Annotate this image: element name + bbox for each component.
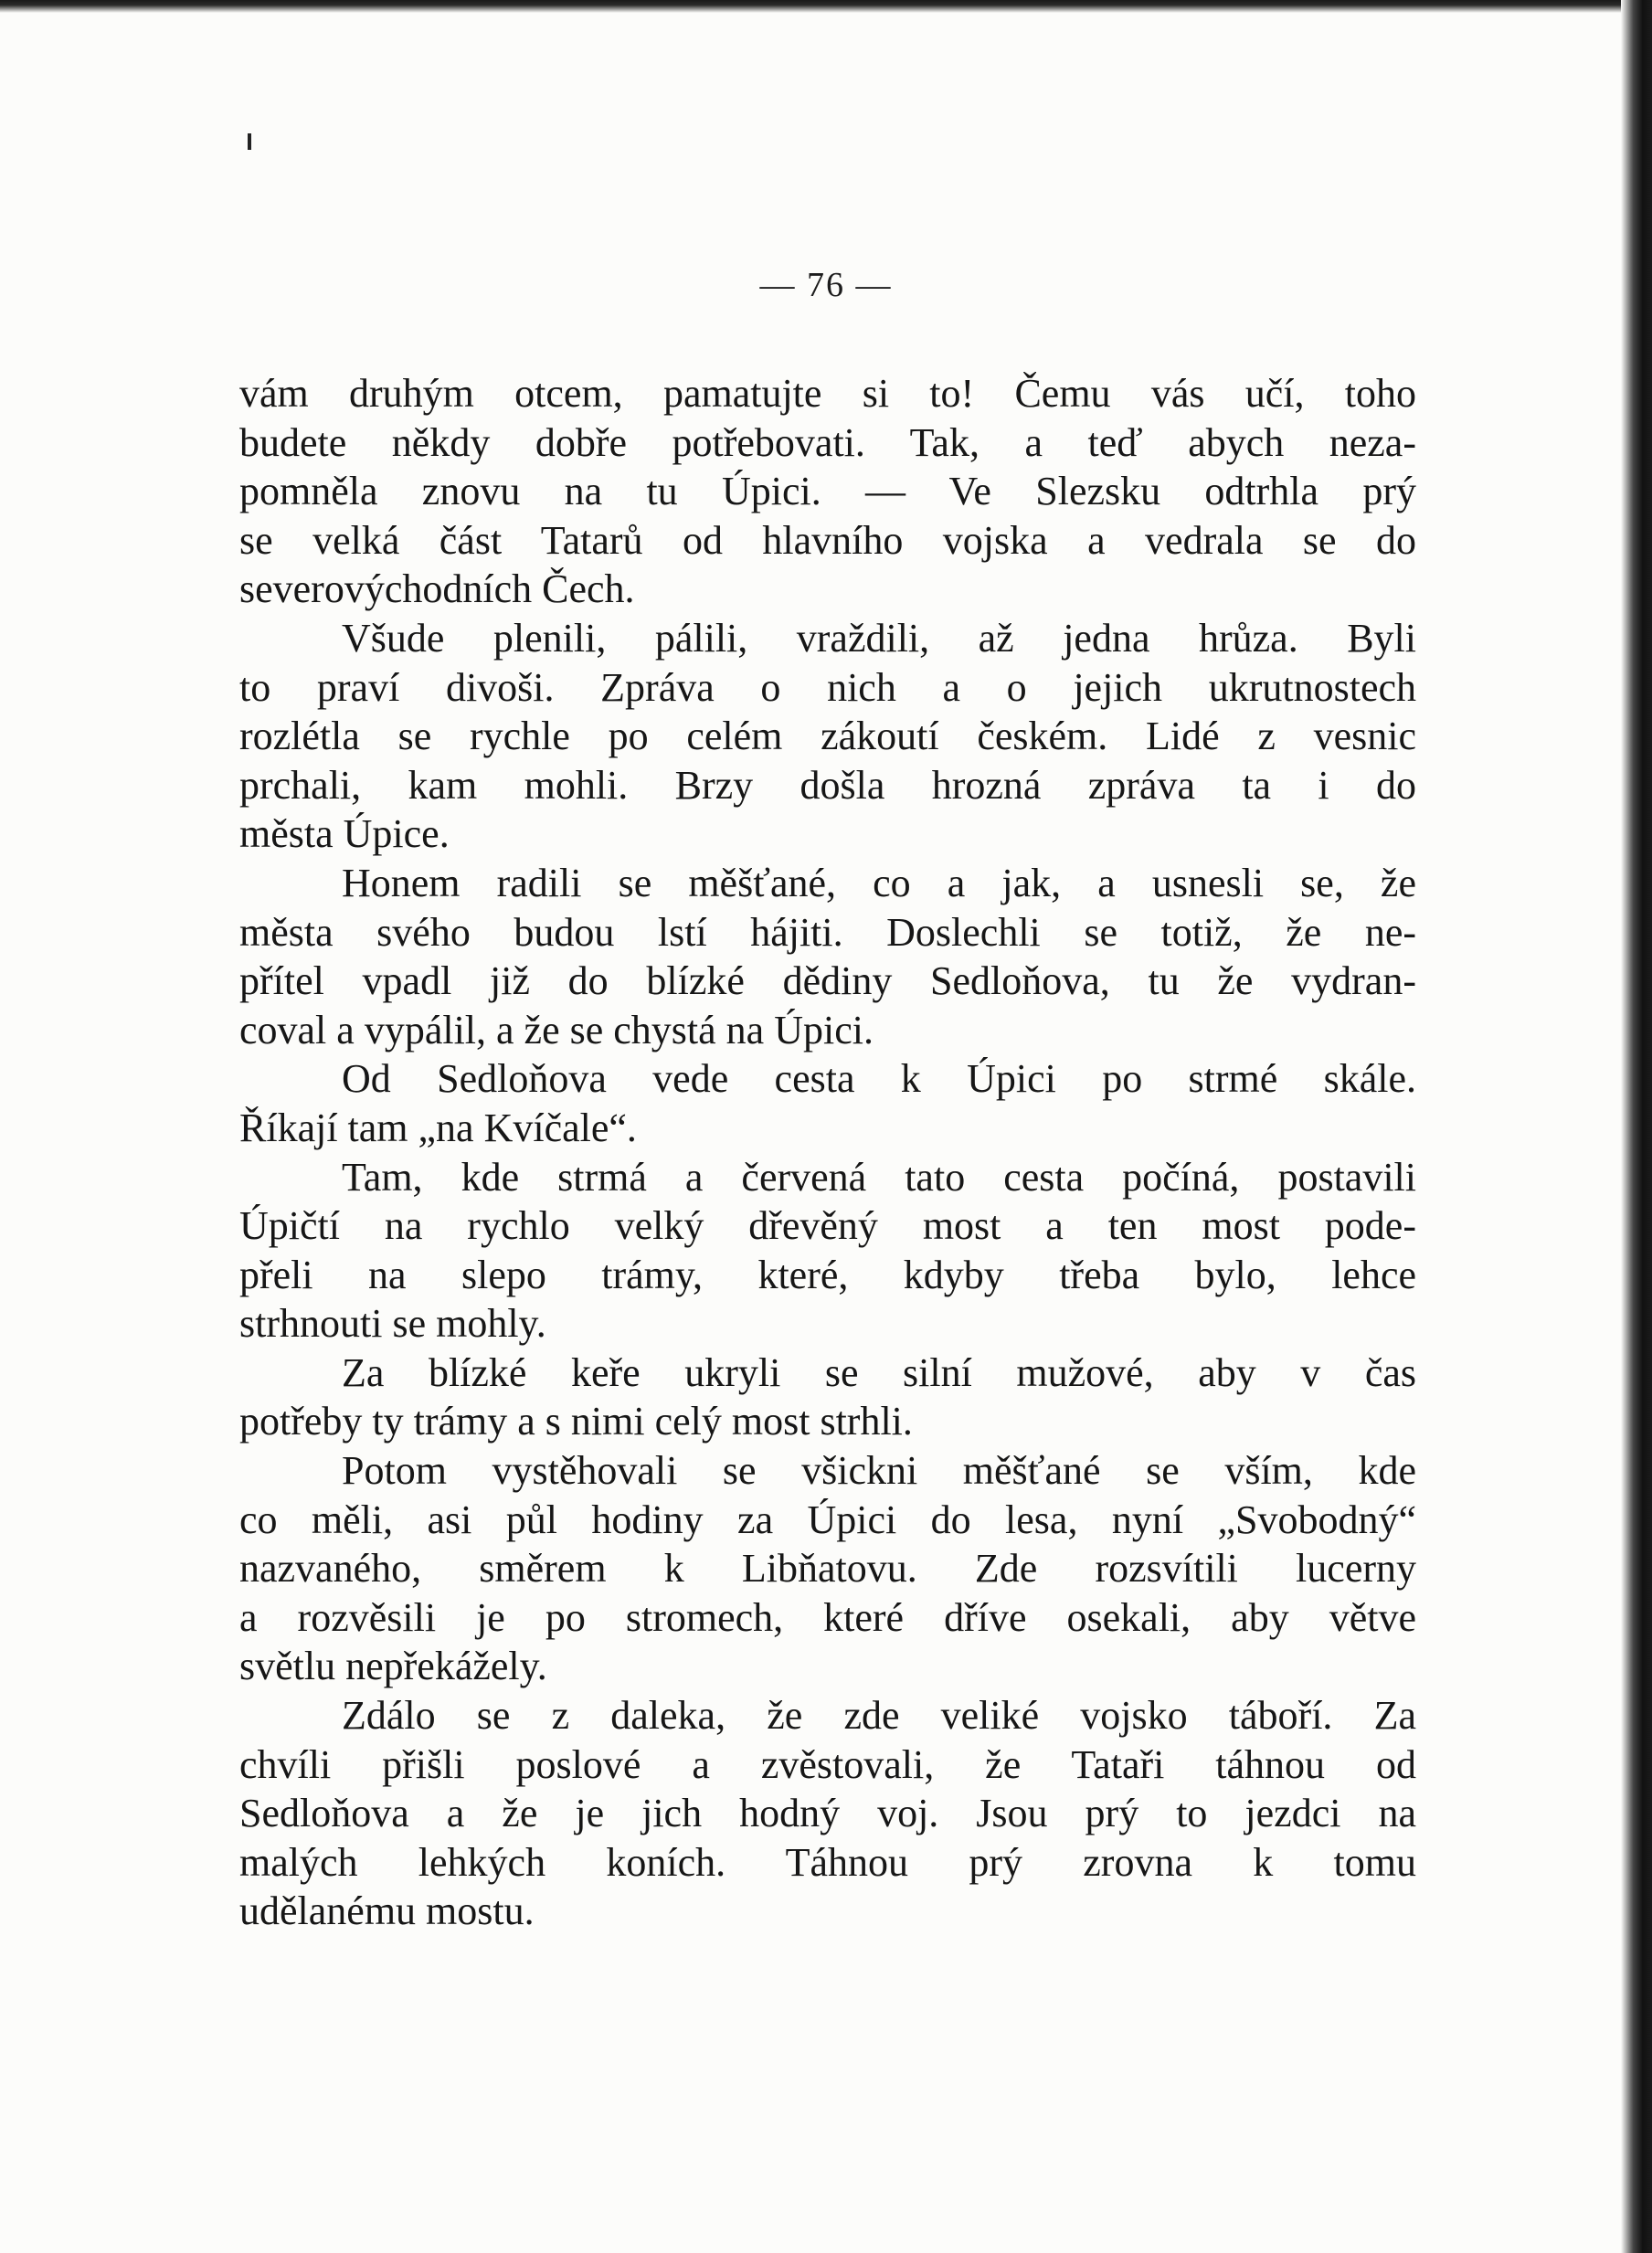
- text-line: severovýchodních Čech.: [239, 566, 635, 612]
- body-text: [239, 369, 1416, 1936]
- text-line: přeli na slepo trámy, které, kdyby třeba bylo, lehce: [239, 1252, 1416, 1297]
- text-line: světlu nepřekážely.: [239, 1644, 547, 1689]
- text-line: coval a vypálil, a že se chystá na Úpici.: [239, 1007, 874, 1052]
- text-line: rozlétla se rychle po celém zákoutí českém. Lidé z vesnic: [239, 714, 1416, 759]
- text-line: to praví divoši. Zpráva o nich a o jejich ukrutnostech: [239, 664, 1416, 710]
- scan-edge-top: [0, 0, 1652, 13]
- text-line: Od Sedloňova vede cesta k Úpici po strmé skále.: [342, 1056, 1416, 1102]
- text-line: Říkají tam „na Kvíčale“.: [239, 1105, 637, 1150]
- text-line: pomněla znovu na tu Úpici. — Ve Slezsku odtrhla prý: [239, 469, 1416, 514]
- text-line: budete někdy dobře potřebovati. Tak, a teď abych neza-: [239, 419, 1416, 465]
- text-line: chvíli přišli poslové a zvěstovali, že Tataři táhnou od: [239, 1741, 1416, 1787]
- scan-edge-right: [1621, 0, 1652, 2253]
- text-line: vám druhým otcem, pamatujte si to! Čemu vás učí, toho: [239, 371, 1416, 416]
- text-line: Za blízké keře ukryli se silní mužové, aby v čas: [342, 1349, 1416, 1395]
- text-line: města svého budou lstí hájiti. Doslechli se totiž, že ne-: [239, 909, 1416, 955]
- text-line: města Úpice.: [239, 811, 450, 857]
- text-line: udělanému mostu.: [239, 1888, 535, 1934]
- text-line: co měli, asi půl hodiny za Úpici do lesa, nyní „Svobodný“: [239, 1497, 1416, 1542]
- text-line: Tam, kde strmá a červená tato cesta počíná, postavili: [342, 1154, 1416, 1200]
- text-line: potřeby ty trámy a s nimi celý most strhli.: [239, 1399, 913, 1444]
- text-line: strhnouti se mohly.: [239, 1301, 546, 1347]
- text-line: a rozvěsili je po stromech, které dříve osekali, aby větve: [239, 1594, 1416, 1640]
- text-line: prchali, kam mohli. Brzy došla hrozná zpráva ta i do: [239, 762, 1416, 808]
- text-line: Honem radili se měšťané, co a jak, a usnesli se, že: [342, 860, 1416, 905]
- page-number: — 76 —: [759, 266, 893, 304]
- text-line: Všude plenili, pálili, vraždili, až jedna hrůza. Byli: [342, 615, 1416, 661]
- text-line: přítel vpadl již do blízké dědiny Sedloňova, tu že vydran-: [239, 958, 1416, 1004]
- text-line: nazvaného, směrem k Libňatovu. Zde rozsvítili lucerny: [239, 1546, 1416, 1592]
- text-line: Potom vystěhovali se všickni měšťané se vším, kde: [342, 1448, 1416, 1494]
- text-line: Zdálo se z daleka, že zde veliké vojsko táboří. Za: [342, 1693, 1416, 1739]
- text-line: Úpičtí na rychlo velký dřevěný most a ten most pode-: [239, 1203, 1416, 1249]
- text-line: malých lehkých koních. Táhnou prý zrovna k tomu: [239, 1839, 1416, 1885]
- text-line: Sedloňova a že je jich hodný voj. Jsou prý to jezdci na: [239, 1791, 1416, 1836]
- text-line: se velká část Tatarů od hlavního vojska a vedrala se do: [239, 517, 1416, 563]
- margin-mark: [248, 133, 251, 150]
